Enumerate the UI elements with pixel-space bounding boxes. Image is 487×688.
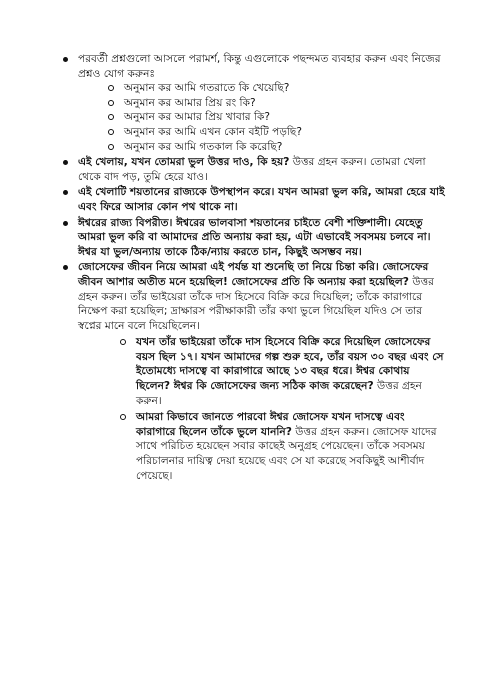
bullet-joseph-life xyxy=(78,260,447,483)
guess-question: অনুমান কর আমি এখন কোন বইটি পড়ছি? xyxy=(124,125,447,140)
bold-question: জোসেফের জীবন নিয়ে আমরা এই পর্যন্ত যা শুনেছি তা নিয়ে চিন্তা করি। জোসেফের জীবন আশার অতীত মনে হয়েছিল! জোসেফের প্রতি কি অন্যায় করা হয়েছিল? xyxy=(78,261,429,288)
answer-text: উত্তর গ্রহন করুন। xyxy=(136,380,422,407)
answer-text: উত্তর গ্রহন করুন। জোসেফ যাদের সাথে পরিচিত হয়েছেন সবার কাছেই অনুগ্রহ পেয়েছেন। তাঁকে সবসময় পরিচালনার দায়িত্ব দেয়া হয়েছে এবং সে যা করেছে সবকিছুই আশীর্বাদ পেয়েছে। xyxy=(136,425,437,482)
guess-question: অনুমান কর আমার প্রিয় খাবার কি? xyxy=(124,110,447,125)
answer-text: উত্তর গ্রহন করুন। তোমরা খেলা থেকে বাদ পড়, তুমি হেরে যাও। xyxy=(78,156,426,183)
bold-question: আমরা কিভাবে জানতে পারবো ঈশ্বর জোসেফ যখন দাসত্বে এবং কারাগারে ছিলেন তাঁকে ভুলে যাননি? xyxy=(136,411,405,438)
guess-question: অনুমান কর আমি গতরাতে কি খেয়েছি? xyxy=(124,81,447,96)
joseph-sub-list xyxy=(136,335,447,483)
bold-question: এই খেলায়, যখন তোমরা ভুল উত্তর দাও, কি হয়? xyxy=(78,156,290,169)
bullet-suggested-questions xyxy=(78,52,447,154)
answer-text: উত্তর গ্রহন করুন। তাঁর ভাইয়েরা তাঁকে দাস হিসেবে বিক্রি করে দিয়েছিল; তাঁকে কারাগারে নিক্ষেপ করা হয়েছিল; দ্রাক্ষারস পরীক্ষাকারী তাঁর কথা ভুলে গিয়েছিল যদিও সে তার স্বপ্নের মানে বলে দিয়েছিলেন। xyxy=(78,275,434,332)
main-bullet-list xyxy=(78,52,447,483)
bullet-satan-kingdom xyxy=(78,185,447,214)
bullet-wrong-answer xyxy=(78,155,447,184)
suggestion-intro: পরবর্তী প্রশ্নগুলো আসলে পরামর্শ, কিন্তু এগুলোকে পছন্দমত ব্যবহার করুন এবং নিজের প্রশ্নও যোগ করুনঃ xyxy=(78,53,441,80)
guess-question: অনুমান কর আমি গতকাল কি করেছি? xyxy=(124,140,447,155)
bold-statement: এই খেলাটি শয়তানের রাজ্যকে উপস্থাপন করে। যখন আমরা ভুল করি, আমরা হেরে যাই এবং ফিরে আসার কোন পথ থাকে না। xyxy=(78,186,445,213)
joseph-sub-item-not-forgotten xyxy=(136,410,447,483)
bold-statement: ঈশ্বরের রাজ্য বিপরীত। ঈশ্বরের ভালবাসা শয়তানের চাইতে বেশী শক্তিশালী। যেহেতু আমরা ভুল করি বা আমাদের প্রতি অন্যায় করা হয়, এটা এভাবেই সবসময় চলবে না। ঈশ্বর যা ভুল/অন্যায় তাকে ঠিক/ন্যায় করতে চান, কিছুই অসম্ভব নয়। xyxy=(78,216,431,258)
guess-question-list xyxy=(124,81,447,154)
joseph-sub-item-age xyxy=(136,335,447,408)
guess-question: অনুমান কর আমার প্রিয় রং কি? xyxy=(124,96,447,111)
bullet-god-kingdom xyxy=(78,216,447,260)
bold-question: যখন তাঁর ভাইয়েরা তাঁকে দাস হিসেবে বিক্রি করে দিয়েছিল জোসেফের বয়স ছিল ১৭। যখন আমাদের গল্প শুরু হবে, তাঁর বয়স ৩০ বছর এবং সে ইতোমধ্যে দাসত্বে বা কারাগারে আছে ১৩ বছর ধরে। ঈশ্বর কোথায় ছিলেন? ঈশ্বর কি জোসেফের জন্য সঠিক কাজ করেছেন? xyxy=(136,336,444,393)
